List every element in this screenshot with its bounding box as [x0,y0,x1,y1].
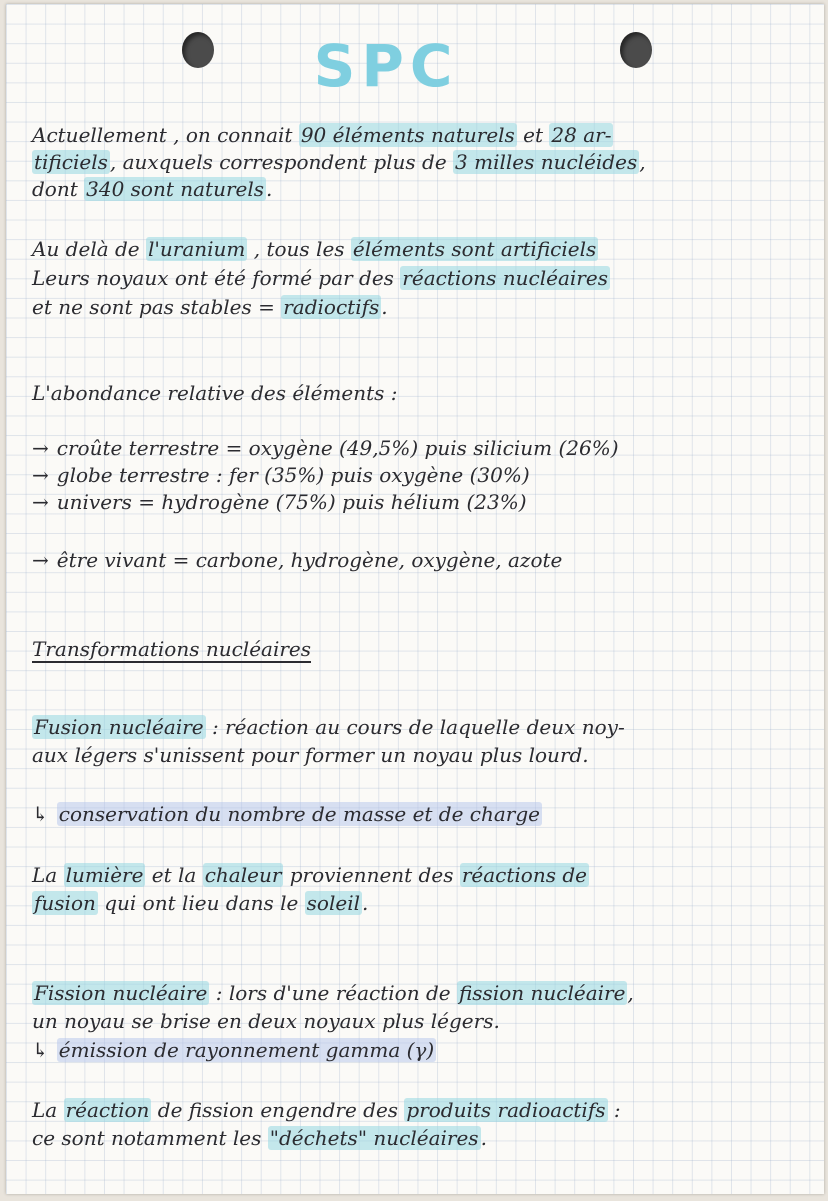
sub-arrow-icon: ↳ [32,802,49,826]
text: Au delà de [32,237,146,261]
para2-line2 [32,265,610,291]
section-title [32,636,311,662]
fission-line4 [32,1097,621,1123]
text: qui ont lieu dans le [97,891,305,915]
fission-line1 [32,980,634,1006]
text: , tous les [247,237,351,261]
text: . [362,891,369,915]
text: : lors d'une réaction de [209,981,457,1005]
text: . [381,295,388,319]
highlight: lumière [65,863,144,887]
abundance-item [32,435,619,461]
highlight: 90 éléments naturels [300,123,515,147]
highlight: fission nucléaire [458,981,626,1005]
fusion-line4 [32,862,589,888]
highlight: soleil [306,891,361,915]
highlight: réactions nucléaires [402,266,608,290]
para1-line2 [32,149,646,175]
highlight: tificiels [34,150,108,174]
sub-arrow-icon: ↳ [32,1038,49,1062]
fission-line2: un noyau se brise en deux noyaux plus légers. [32,1009,500,1033]
text: : [607,1098,621,1122]
abundance-item [32,462,530,488]
highlight: 28 ar- [551,123,612,147]
abundance-text: univers = hydrogène (75%) puis hélium (23%) [56,490,527,514]
text: . [266,177,273,201]
highlight: radioctifs [283,295,380,319]
highlight: émission de rayonnement gamma (γ) [58,1038,435,1062]
highlight: produits radioactifs [406,1098,606,1122]
fission-line5 [32,1125,487,1151]
para1-line1 [32,122,613,148]
abundance-heading: L'abondance relative des éléments : [32,381,398,405]
fusion-line3 [32,801,542,827]
text: proviennent des [283,863,460,887]
notebook-page [6,4,824,1194]
abundance-text: être vivant = carbone, hydrogène, oxygène, azote [56,548,563,572]
text: ce sont notamment les [32,1126,268,1150]
text: La [32,1098,64,1122]
fusion-line2: aux légers s'unissent pour former un noyau plus lourd. [32,743,589,767]
abundance-text: globe terrestre : fer (35%) puis oxygène (30%) [56,463,530,487]
highlight: éléments sont artificiels [352,237,597,261]
highlight: 3 milles nucléides [455,150,638,174]
fusion-line1 [32,714,625,740]
abundance-item [32,489,527,515]
text: , auxquels correspondent plus de [109,150,454,174]
text: Actuellement , on connait [32,123,299,147]
text: dont [32,177,85,201]
text: , [639,150,646,174]
text: et la [145,863,203,887]
highlight: Fission nucléaire [34,981,208,1005]
text: . [480,1126,487,1150]
para1-line3 [32,176,272,202]
arrow-icon: → [32,463,49,487]
para2-line3 [32,294,388,320]
highlight: fusion [34,891,96,915]
text: = [251,295,282,319]
text: Leurs noyaux ont été formé par des [32,266,401,290]
para2-line1 [32,236,598,262]
text: et ne sont pas stables [32,295,252,319]
highlight: réaction [65,1098,150,1122]
arrow-icon: → [32,436,49,460]
text: et [516,123,550,147]
arrow-icon: → [32,548,49,572]
highlight: réactions de [461,863,587,887]
text: , [627,981,634,1005]
binder-hole-left [182,32,214,68]
highlight: "déchets" nucléaires [269,1126,479,1150]
highlight: l'uranium [148,237,246,261]
abundance-item [32,547,562,573]
page-title: SPC [313,32,459,100]
highlight: chaleur [204,863,282,887]
highlight: Fusion nucléaire [34,715,204,739]
fission-line3 [32,1037,436,1063]
binder-hole-right [620,32,652,68]
abundance-text: croûte terrestre = oxygène (49,5%) puis silicium (26%) [56,436,619,460]
text: La [32,863,64,887]
text: de fission engendre des [151,1098,405,1122]
arrow-icon: → [32,490,49,514]
text: : réaction au cours de laquelle deux noy- [205,715,625,739]
fusion-line5 [32,890,368,916]
highlight: 340 sont naturels [86,177,265,201]
highlight: conservation du nombre de masse et de charge [58,802,541,826]
section-title-text: Transformations nucléaires [32,637,312,661]
